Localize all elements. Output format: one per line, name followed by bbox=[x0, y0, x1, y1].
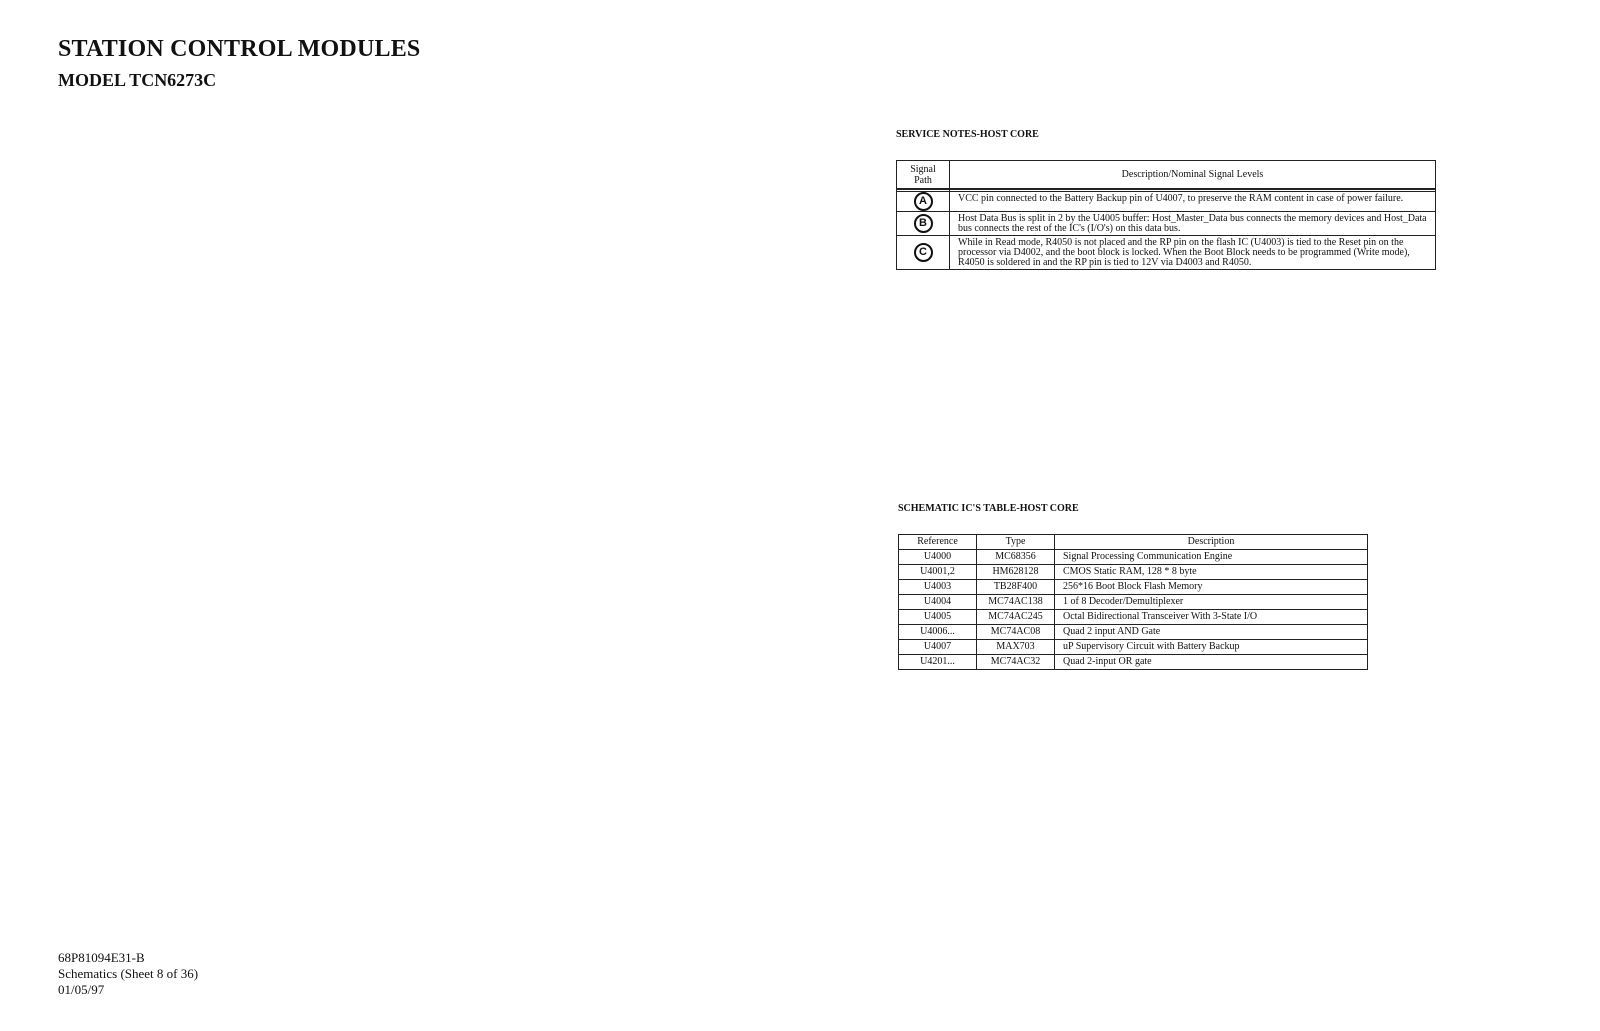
reference-header: Reference bbox=[899, 535, 977, 550]
ic-table bbox=[898, 534, 1368, 670]
signal-path-cell bbox=[897, 192, 950, 212]
description-cell: Quad 2-input OR gate bbox=[1055, 655, 1368, 670]
type-cell: MAX703 bbox=[977, 640, 1055, 655]
type-cell: TB28F400 bbox=[977, 580, 1055, 595]
reference-cell: U4006... bbox=[899, 625, 977, 640]
reference-cell: U4000 bbox=[899, 550, 977, 565]
service-notes-heading: SERVICE NOTES-HOST CORE bbox=[896, 129, 1039, 140]
description-cell: Octal Bidirectional Transceiver With 3-State I/O bbox=[1055, 610, 1368, 625]
circled-letter-c: C bbox=[914, 243, 933, 262]
service-notes-table bbox=[896, 160, 1436, 270]
service-notes-header-row bbox=[897, 161, 1436, 190]
signal-description: Host Data Bus is split in 2 by the U4005 buffer: Host_Master_Data bus connects the memory devices and Host_Data bus connects the rest of the IC's (I/O's) on this data bus. bbox=[950, 212, 1436, 236]
sheet-label: Schematics (Sheet 8 of 36) bbox=[58, 966, 199, 981]
table-row bbox=[897, 212, 1436, 236]
reference-cell: U4004 bbox=[899, 595, 977, 610]
signal-path-cell bbox=[897, 212, 950, 236]
signal-description: VCC pin connected to the Battery Backup pin of U4007, to preserve the RAM content in case of power failure. bbox=[950, 192, 1436, 212]
circled-letter-a: A bbox=[914, 192, 933, 211]
table-row bbox=[899, 625, 1368, 640]
type-header: Type bbox=[977, 535, 1055, 550]
signal-path-cell bbox=[897, 236, 950, 270]
document-date: 01/05/97 bbox=[58, 982, 105, 997]
ic-description-header: Description bbox=[1055, 535, 1368, 550]
reference-cell: U4007 bbox=[899, 640, 977, 655]
description-header: Description/Nominal Signal Levels bbox=[950, 161, 1436, 190]
description-cell: 1 of 8 Decoder/Demultiplexer bbox=[1055, 595, 1368, 610]
table-row bbox=[899, 640, 1368, 655]
type-cell: MC74AC08 bbox=[977, 625, 1055, 640]
description-cell: CMOS Static RAM, 128 * 8 byte bbox=[1055, 565, 1368, 580]
type-cell: MC68356 bbox=[977, 550, 1055, 565]
description-cell: 256*16 Boot Block Flash Memory bbox=[1055, 580, 1368, 595]
ic-header-row bbox=[899, 535, 1368, 550]
type-cell: MC74AC138 bbox=[977, 595, 1055, 610]
table-row bbox=[899, 580, 1368, 595]
reference-cell: U4001,2 bbox=[899, 565, 977, 580]
description-cell: Signal Processing Communication Engine bbox=[1055, 550, 1368, 565]
reference-cell: U4201... bbox=[899, 655, 977, 670]
reference-cell: U4003 bbox=[899, 580, 977, 595]
page-title: STATION CONTROL MODULES bbox=[58, 36, 421, 62]
table-row bbox=[897, 192, 1436, 212]
signal-path-header: Signal Path bbox=[897, 161, 950, 190]
table-row bbox=[899, 655, 1368, 670]
signal-description: While in Read mode, R4050 is not placed and the RP pin on the flash IC (U4003) is tied to the Reset pin on the processor via D4002, and the boot block is locked. When the Boot Block needs to be programmed (Write mode), R4050 is soldered in and the RP pin is tied to 12V via D4003 and R4050. bbox=[950, 236, 1436, 270]
table-row bbox=[897, 236, 1436, 270]
reference-cell: U4005 bbox=[899, 610, 977, 625]
model-subtitle: MODEL TCN6273C bbox=[58, 70, 217, 90]
type-cell: MC74AC32 bbox=[977, 655, 1055, 670]
type-cell: HM628128 bbox=[977, 565, 1055, 580]
ic-table-heading: SCHEMATIC IC'S TABLE-HOST CORE bbox=[898, 503, 1079, 514]
circled-letter-b: B bbox=[914, 214, 933, 233]
type-cell: MC74AC245 bbox=[977, 610, 1055, 625]
description-cell: uP Supervisory Circuit with Battery Backup bbox=[1055, 640, 1368, 655]
document-number: 68P81094E31-B bbox=[58, 950, 145, 965]
table-row bbox=[899, 595, 1368, 610]
table-row bbox=[899, 565, 1368, 580]
table-row bbox=[899, 610, 1368, 625]
table-row bbox=[899, 550, 1368, 565]
description-cell: Quad 2 input AND Gate bbox=[1055, 625, 1368, 640]
